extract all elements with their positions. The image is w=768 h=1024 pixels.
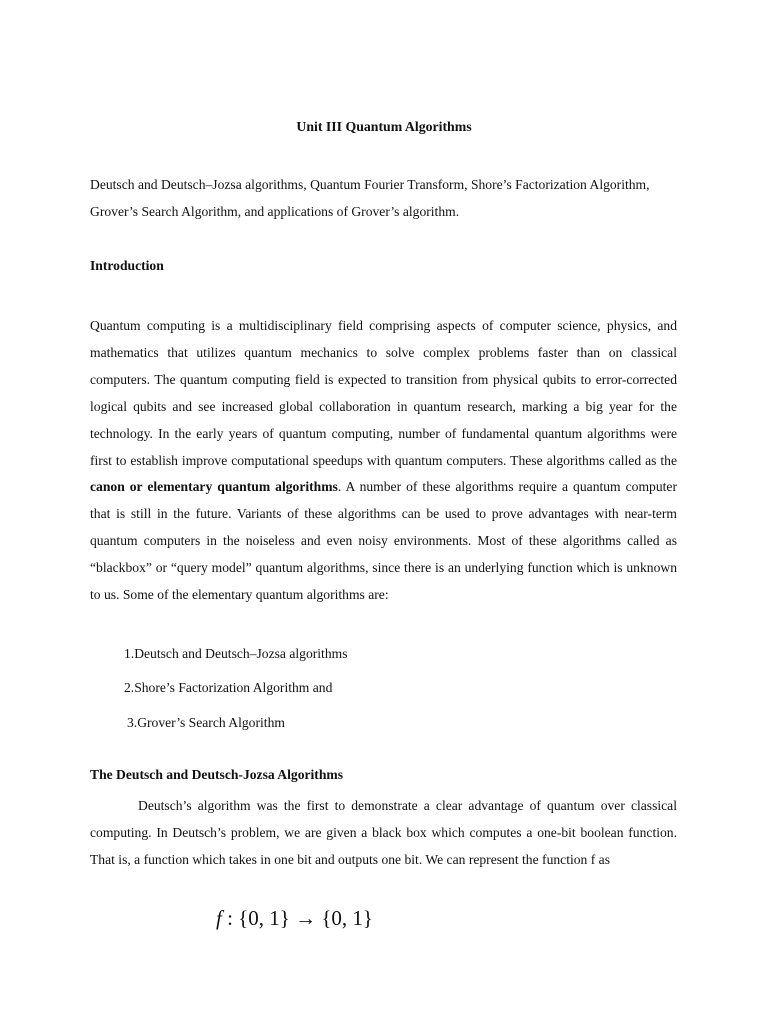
- introduction-bold-term: canon or elementary quantum algorithms: [90, 479, 338, 495]
- list-item: 2.Shore’s Factorization Algorithm and: [124, 680, 333, 695]
- topics-paragraph: Deutsch and Deutsch–Jozsa algorithms, Quantum Fourier Transform, Shore’s Factorization Algorithm, Grover’s Search Algorithm, and applications of Grover’s algorithm.: [90, 177, 650, 219]
- introduction-heading: Introduction: [90, 258, 164, 273]
- formula-function-symbol: f: [216, 906, 222, 930]
- function-formula: [216, 906, 373, 931]
- formula-mapping: : {0, 1} → {0, 1}: [221, 906, 373, 930]
- introduction-paragraph: [90, 313, 677, 609]
- page-title: Unit III Quantum Algorithms: [296, 119, 472, 134]
- deutsch-section-text: Deutsch’s algorithm was the first to demonstrate a clear advantage of quantum over classical computing. In Deutsch’s problem, we are given a black box which computes a one-bit boolean function. That is, a function which takes in one bit and outputs one bit. We can represent the function f as: [90, 798, 677, 867]
- deutsch-section-paragraph: [90, 792, 677, 873]
- list-item: 1.Deutsch and Deutsch–Jozsa algorithms: [124, 646, 348, 661]
- list-item: 3.Grover’s Search Algorithm: [127, 715, 285, 730]
- deutsch-section-heading: The Deutsch and Deutsch-Jozsa Algorithms: [90, 767, 344, 782]
- introduction-text-part1: Quantum computing is a multidisciplinary field comprising aspects of computer science, physics, and mathematics that utilizes quantum mechanics to solve complex problems faster than on classical computers. The quantum computing field is expected to transition from physical qubits to error-corrected logical qubits and see increased global collaboration in quantum research, marking a big year for the technology. In the early years of quantum computing, number of fundamental quantum algorithms were first to establish improve computational speedups with quantum computers. These algorithms called as the: [90, 318, 677, 468]
- introduction-text-part2: . A number of these algorithms require a quantum computer that is still in the future. Variants of these algorithms can be used to prove advantages with near-term quantum computers in the noiseless and even noisy environments. Most of these algorithms called as “blackbox” or “query model” quantum algorithms, since there is an underlying function which is unknown to us. Some of the elementary quantum algorithms are:: [90, 479, 677, 603]
